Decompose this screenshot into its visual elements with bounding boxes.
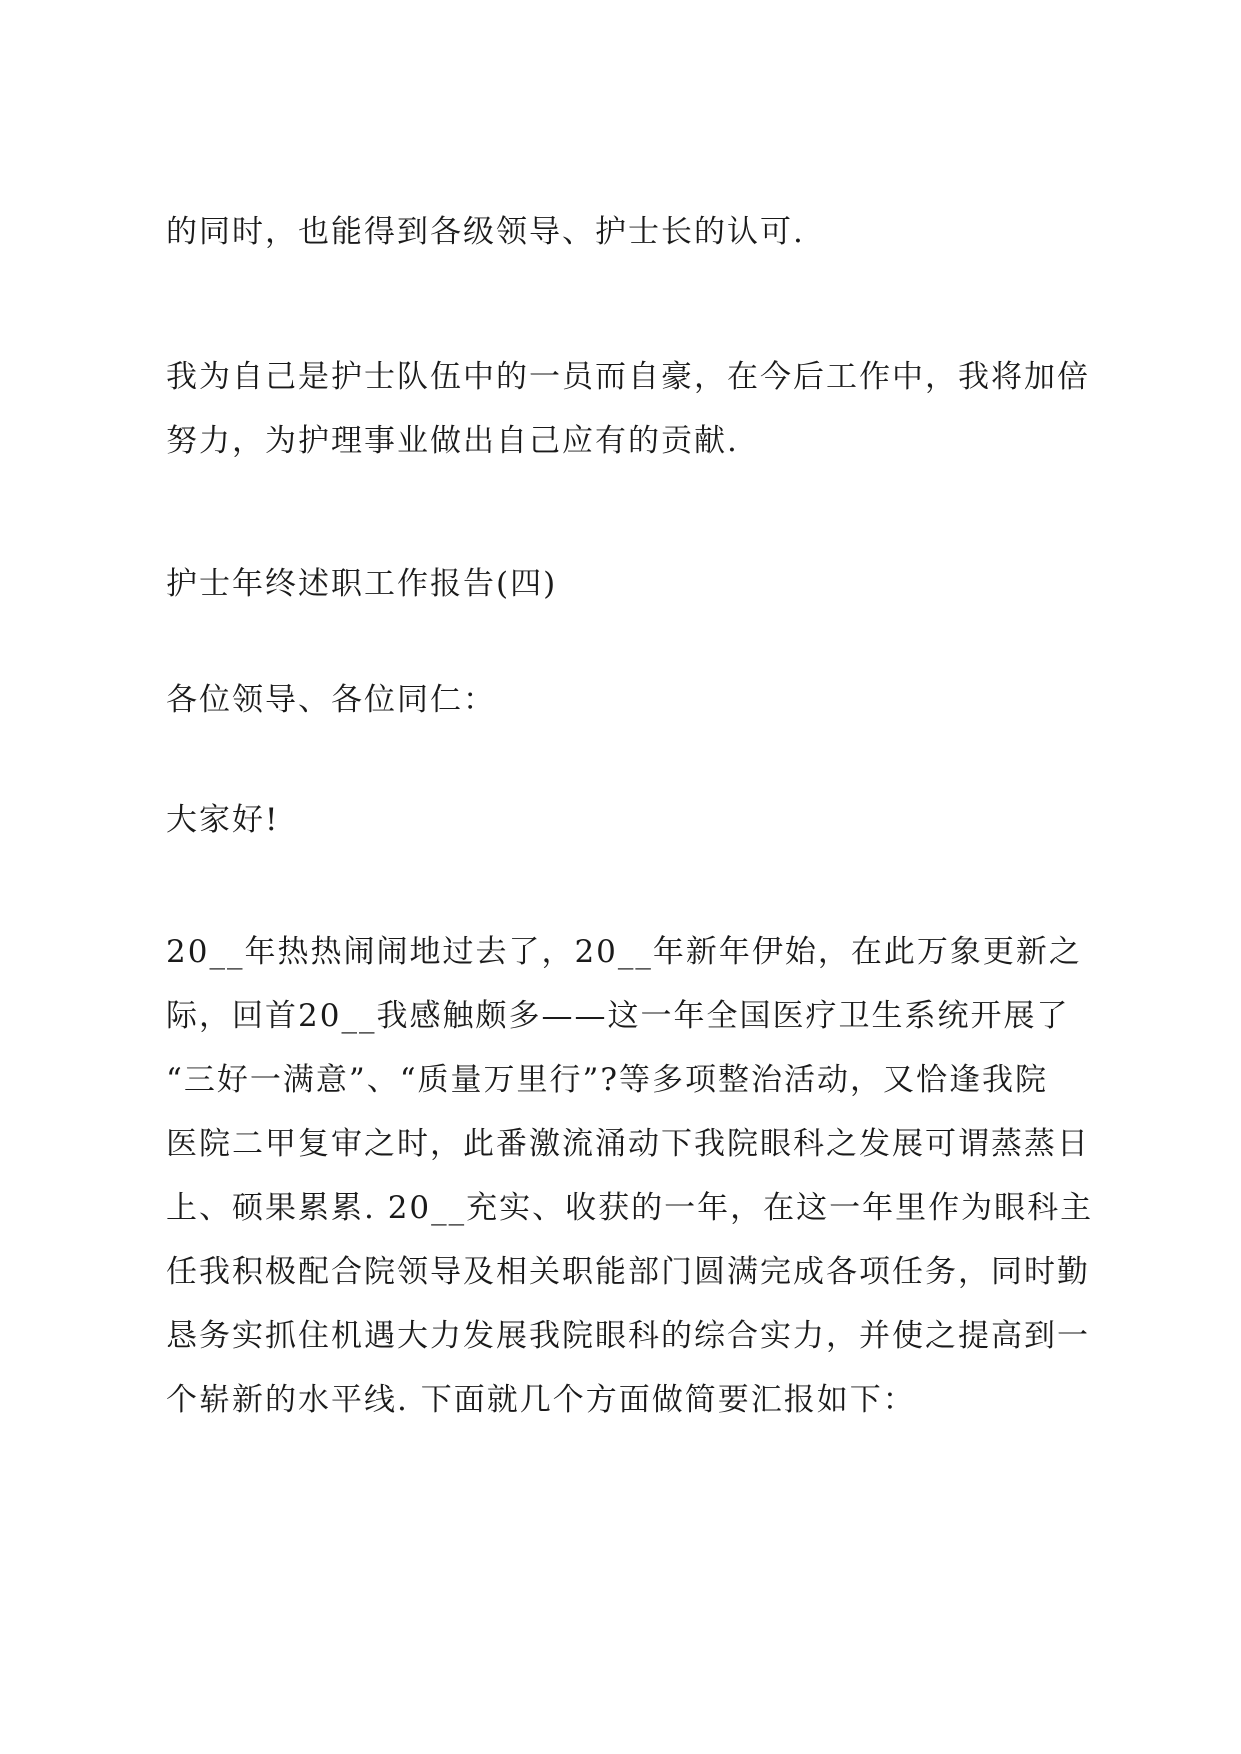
text-line: 医院二甲复审之时，此番激流涌动下我院眼科之发展可谓蒸蒸日 [166,1126,1090,1162]
paragraph-pride [166,345,1096,473]
greeting [166,788,1096,852]
report-title [166,552,1096,616]
text-line: 各位领导、各位同仁： [166,682,496,718]
text-line: “三好一满意”、“质量万里行”?等多项整治活动，又恰逢我院 [166,1062,1049,1098]
text-line: 个崭新的水平线. 下面就几个方面做简要汇报如下： [166,1382,916,1418]
text-line: 努力，为护理事业做出自己应有的贡献. [166,423,739,459]
text-line: 大家好! [166,802,280,838]
text-line: 际，回首20__我感触颇多——这一年全国医疗卫生系统开展了 [166,998,1070,1034]
text-line: 的同时，也能得到各级领导、护士长的认可. [166,214,805,250]
text-line: 恳务实抓住机遇大力发展我院眼科的综合实力，并使之提高到一 [166,1318,1090,1354]
text-line: 20__年热热闹闹地过去了，20__年新年伊始，在此万象更新之 [166,934,1082,970]
text-line: 护士年终述职工作报告(四) [166,566,558,602]
paragraph-continuation [166,200,1096,264]
paragraph-review [166,920,1096,1432]
text-line: 任我积极配合院领导及相关职能部门圆满完成各项任务，同时勤 [166,1254,1090,1290]
salutation [166,668,1096,732]
text-line: 我为自己是护士队伍中的一员而自豪，在今后工作中，我将加倍 [166,359,1090,395]
text-line: 上、硕果累累. 20__充实、收获的一年，在这一年里作为眼科主 [166,1190,1094,1226]
